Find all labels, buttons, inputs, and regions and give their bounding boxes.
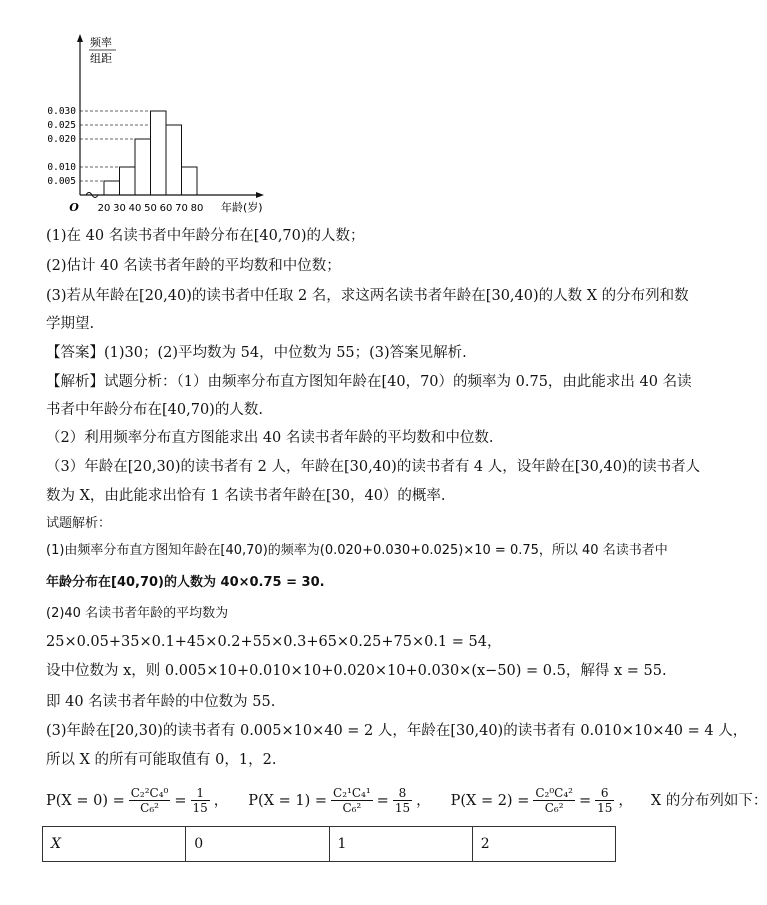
y-tick-label: 0.030 [47,106,76,117]
solution-2-heading: (2)40 名读书者年龄的平均数为 [46,606,229,621]
p1-value: $\frac{8}{15}$ [394,786,411,815]
histogram-bar [135,139,151,195]
y-axis-label-numerator: 频率 [90,36,112,49]
distribution-intro: X 的分布列如下： [650,792,767,809]
solution-3-line2: 所以 X 的所有可能取值有 0，1，2. [46,752,277,768]
solution-1-line2: 年龄分布在[40,70)的人数为 40×0.75 = 30. [46,575,325,590]
table-cell: 1 [329,827,472,862]
answer-line: 【答案】(1)30；(2)平均数为 54，中位数为 55；(3)答案见解析. [46,345,467,361]
y-axis-label-denominator: 组距 [90,52,112,65]
solution-2-mean: 25×0.05+35×0.1+45×0.2+55×0.3+65×0.25+75×0.1 = 54， [46,634,502,650]
table-cell: 2 [472,827,615,862]
solution-2-median-setup: 设中位数为 x，则 0.005×10+0.010×10+0.020×10+0.030×(x−50) = 0.5，解得 x = 55. [46,663,667,679]
x-tick-label: 40 [128,203,142,214]
origin-label: O [69,201,79,214]
question-1: (1)在 40 名读书者中年龄分布在[40,70)的人数； [46,228,365,244]
histogram-bar [166,125,182,195]
x-tick-label: 70 [175,203,188,214]
solution-3-line1: (3)年龄在[20,30)的读书者有 0.005×10×40 = 2 人，年龄在[30,40)的读书者有 0.010×10×40 = 4 人， [46,723,748,739]
p0-value: $\frac{1}{15}$ [192,786,208,815]
question-2: (2)估计 40 名读书者年龄的平均数和中位数； [46,258,341,274]
analysis-line1: 【解析】试题分析：（1）由频率分布直方图知年龄在[40，70）的频率为 0.75，由此能求出 40 名读 [46,374,692,390]
p2-label: P(X = 2) = [450,792,530,809]
x-axis-label: 年龄(岁) [221,201,263,214]
x-axis-arrow [256,192,264,198]
y-tick-label: 0.020 [47,134,76,145]
y-tick-label: 0.010 [47,162,76,173]
analysis-line4: （3）年龄在[20,30)的读书者有 2 人，年龄在[30,40)的读书者有 4 人，设年龄在[30,40)的读书者人 [46,459,701,475]
p2-combination: $\frac{\text{C₂⁰C₄²}}{\text{C₆²}}$ [535,786,573,815]
histogram-bar [120,167,136,195]
detail-heading: 试题解析： [46,516,112,531]
histogram-bar [182,167,198,195]
analysis-line2: 书者中年龄分布在[40,70)的人数. [46,402,263,418]
p1-combination: $\frac{\text{C₂¹C₄¹}}{\text{C₆²}}$ [333,786,371,815]
solution-2-median: 即 40 名读书者年龄的中位数为 55. [46,694,276,710]
solution-1-line1: (1)由频率分布直方图知年龄在[40,70)的频率为(0.020+0.030+0.025)×10 = 0.75，所以 40 名读书者中 [46,543,668,558]
x-tick-label: 20 [97,203,111,214]
table-row [43,827,616,862]
table-cell: X [43,827,186,862]
p0-combination: $\frac{\text{C₂²C₄⁰}}{\text{C₆²}}$ [130,786,169,815]
y-axis-arrow [77,34,83,42]
analysis-line5: 数为 X，由此能求出恰有 1 名读书者年龄在[30，40）的概率. [46,488,446,504]
x-tick-label: 50 [144,203,157,214]
x-tick-label: 30 [113,203,126,214]
y-tick-label: 0.025 [47,120,76,131]
p1-label: P(X = 1) = [248,792,328,809]
question-3-line1: (3)若从年龄在[20,40)的读书者中任取 2 名，求这两名读书者年龄在[30,40)的人数 X 的分布列和数 [46,288,689,304]
x-tick-label: 60 [159,203,173,214]
y-tick-label: 0.005 [47,176,76,187]
analysis-line3: （2）利用频率分布直方图能求出 40 名读书者年龄的平均数和中位数. [46,430,494,446]
frequency-histogram [47,30,270,215]
distribution-table [42,826,616,862]
histogram-bar [151,111,167,195]
p0-label: P(X = 0) = [46,792,125,809]
x-tick-label: 80 [190,203,204,214]
histogram-bar [104,181,120,195]
table-cell: 0 [186,827,329,862]
question-3-line2: 学期望. [46,316,95,332]
probability-formulas: P(X = 0) = $\frac{\text{C₂²C₄⁰}}{\text{C₆²}}$ = $\frac{1}{15}$ ， P(X = 1) = $\frac{\text{C₂¹C₄¹}}{\text{C₆²}}$ = $\frac{8}{15}$ ， P(X = 2) = $\frac{\text{C₂⁰C₄²}}{\text{C₆²}}$ = $\frac{6}{15}$ ， X 的分布列如下： [46,786,767,815]
p2-value: $\frac{6}{15}$ [597,786,613,815]
